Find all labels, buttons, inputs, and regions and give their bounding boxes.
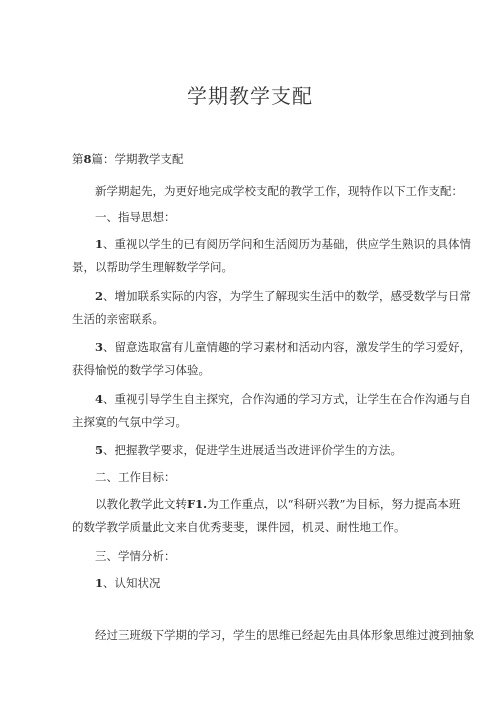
item-number: 1 (95, 237, 104, 251)
guiding-item-5 (95, 443, 402, 457)
item-number: 3 (95, 340, 104, 354)
chapter-title: 篇：学期教学支配 (91, 152, 184, 166)
section-heading-goals: 二、工作目标： (95, 470, 176, 484)
goal-text-bold: F1. (187, 497, 208, 511)
guiding-item-3-cont: 获得愉悦的数学学习体验。 (72, 363, 210, 377)
item-text: 、留意选取富有儿童情趣的学习素材和活动内容，激发学生的学习爱好， (103, 340, 472, 354)
guiding-item-1-cont: 景，以帮助学生理解数学学问。 (72, 260, 233, 274)
item-number: 2 (95, 289, 104, 303)
analysis-paragraph: 经过三班级下学期的学习，学生的思维已经起先由具体形象思维过渡到抽象 (95, 628, 475, 642)
section-heading-analysis: 三、学情分析： (95, 549, 176, 563)
goal-paragraph (95, 497, 460, 511)
guiding-item-1 (95, 237, 471, 251)
guiding-item-2 (95, 289, 471, 303)
guiding-item-4-cont: 主探寞的气氛中学习。 (72, 415, 187, 429)
document-title: 学期教学支配 (187, 84, 313, 108)
item-number: 5 (95, 443, 104, 457)
item-number: 4 (95, 392, 104, 406)
guiding-item-4 (95, 392, 471, 406)
guiding-item-2-cont: 生活的亲密联系。 (72, 312, 164, 326)
goal-text-post: 为工作重点，以“科研兴教”为目标，努力提高本班 (207, 497, 461, 511)
item-text: 、重视以学生的已有阅历学问和生活阅历为基础，供应学生熟识的具体情 (103, 237, 472, 251)
chapter-prefix: 第 (72, 152, 84, 166)
chapter-number: 8 (83, 152, 92, 166)
goal-text-pre: 以教化教学此文转 (95, 497, 187, 511)
item-text: 、认知状况 (103, 576, 161, 590)
goal-paragraph-cont: 的数学教学质量此文来自优秀斐斐，课件园，机灵、耐性地工作。 (72, 520, 406, 534)
analysis-item-1 (95, 576, 161, 590)
item-text: 、重视引导学生自主探究，合作沟通的学习方式，让学生在合作沟通与自 (103, 392, 472, 406)
item-text: 、把握教学要求，促进学生进展适当改进评价学生的方法。 (103, 443, 403, 457)
chapter-heading (72, 152, 184, 166)
intro-paragraph: 新学期起先，为更好地完成学校支配的教学工作，现特作以下工作支配： (95, 184, 463, 198)
item-text: 、增加联系实际的内容，为学生了解现实生活中的数学，感受数学与日常 (103, 289, 472, 303)
section-heading-guiding: 一、指导思想： (95, 210, 176, 224)
item-number: 1 (95, 576, 104, 590)
guiding-item-3 (95, 340, 471, 354)
